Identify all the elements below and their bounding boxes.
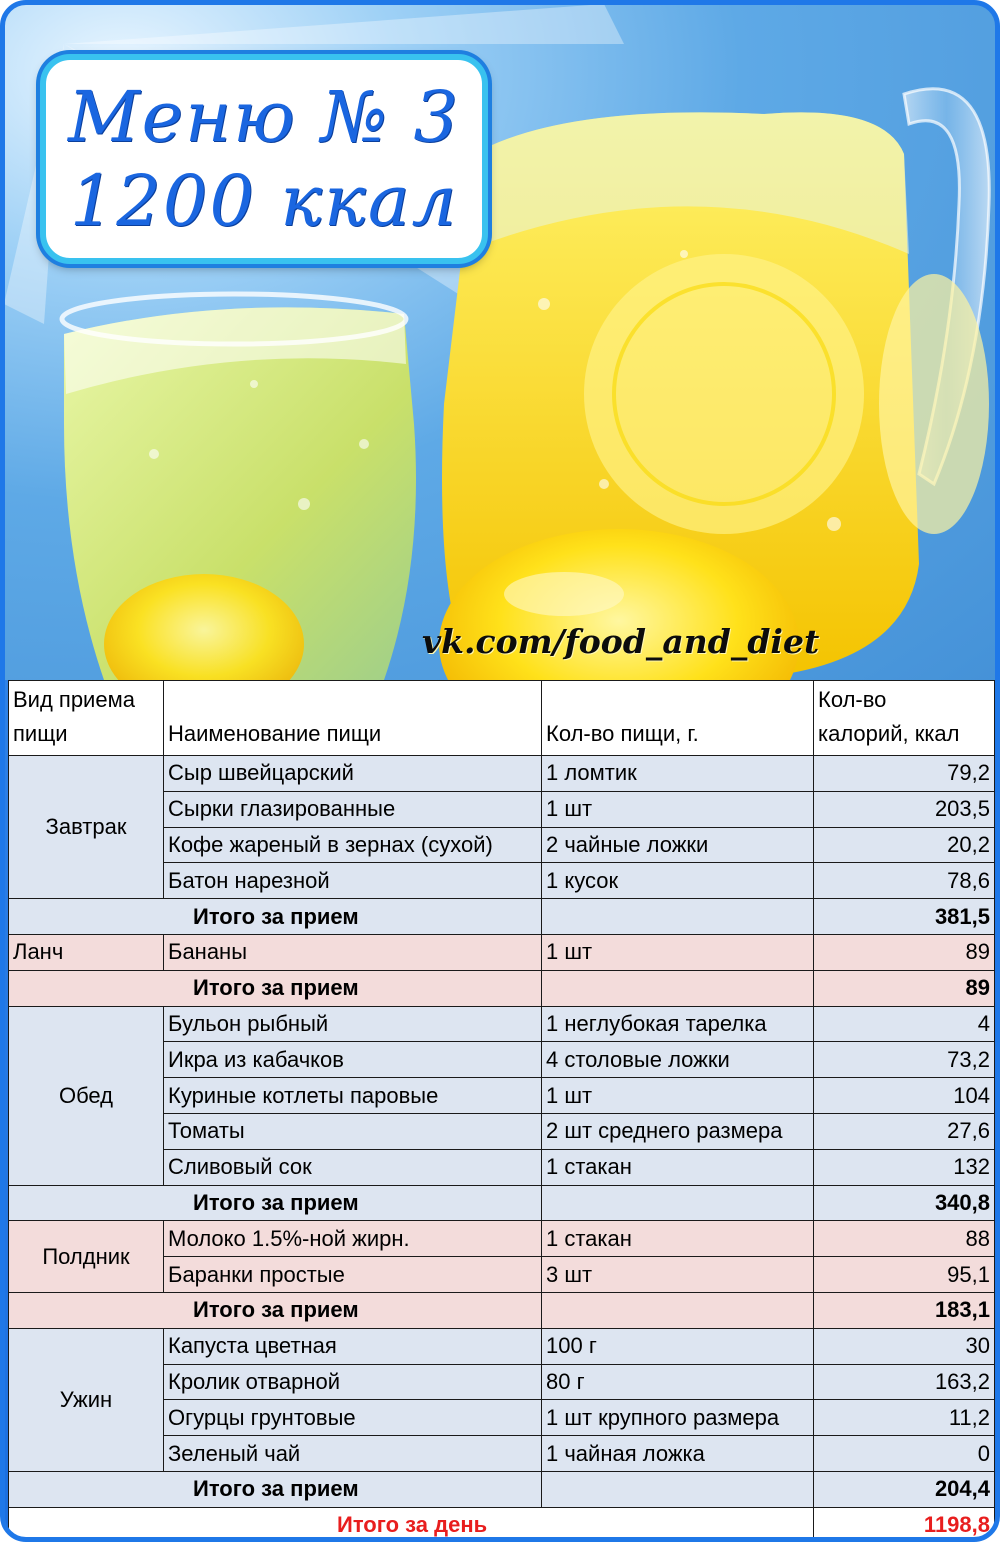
qty-cell: 1 стакан: [542, 1221, 814, 1257]
meal-total-row: [9, 1471, 995, 1507]
meal-name-snack: Полдник: [9, 1221, 164, 1293]
day-total-row: [9, 1507, 995, 1538]
qty-cell: 80 г: [542, 1364, 814, 1400]
calorie-title: 1200 ккал: [69, 160, 459, 242]
qty-cell: 1 шт: [542, 791, 814, 827]
table-row: [9, 1006, 995, 1042]
kcal-cell: 27,6: [814, 1113, 995, 1149]
qty-cell: 4 столовые ложки: [542, 1042, 814, 1078]
food-cell: Зеленый чай: [164, 1436, 542, 1472]
column-header-kcal: Кол-во калорий, ккал: [814, 681, 995, 756]
day-total-label: Итого за день: [9, 1507, 814, 1538]
lemon-slice: [584, 254, 864, 534]
total-value: 183,1: [814, 1292, 995, 1328]
qty-cell: 1 шт: [542, 934, 814, 970]
food-cell: Огурцы грунтовые: [164, 1400, 542, 1436]
food-cell: Томаты: [164, 1113, 542, 1149]
meal-total-row: [9, 899, 995, 935]
total-label: Итого за прием: [9, 899, 542, 935]
menu-table: [8, 680, 995, 1538]
qty-cell: 100 г: [542, 1328, 814, 1364]
food-cell: Капуста цветная: [164, 1328, 542, 1364]
food-cell: Сыр швейцарский: [164, 756, 542, 792]
meal-name-dinner: Обед: [9, 1006, 164, 1185]
qty-cell: 3 шт: [542, 1257, 814, 1293]
qty-cell: 1 шт: [542, 1078, 814, 1114]
food-cell: Сырки глазированные: [164, 791, 542, 827]
food-cell: Молоко 1.5%-ной жирн.: [164, 1221, 542, 1257]
qty-cell: 1 кусок: [542, 863, 814, 899]
total-label: Итого за прием: [9, 1292, 542, 1328]
total-empty-cell: [542, 1471, 814, 1507]
total-value: 381,5: [814, 899, 995, 935]
meal-total-row: [9, 1292, 995, 1328]
qty-cell: 2 чайные ложки: [542, 827, 814, 863]
meal-name-supper: Ужин: [9, 1328, 164, 1471]
kcal-cell: 203,5: [814, 791, 995, 827]
table-row: [9, 934, 995, 970]
meal-total-row: [9, 1185, 995, 1221]
total-empty-cell: [542, 970, 814, 1006]
kcal-cell: 78,6: [814, 863, 995, 899]
meal-total-row: [9, 970, 995, 1006]
total-label: Итого за прием: [9, 1471, 542, 1507]
total-label: Итого за прием: [9, 970, 542, 1006]
title-box: [40, 54, 488, 264]
menu-title: Меню № 3: [67, 76, 461, 158]
food-cell: Икра из кабачков: [164, 1042, 542, 1078]
day-total-value: 1198,8: [814, 1507, 995, 1538]
food-cell: Сливовый сок: [164, 1149, 542, 1185]
table-row: [9, 1328, 995, 1364]
meal-name-lunch: Ланч: [9, 934, 164, 970]
total-value: 89: [814, 970, 995, 1006]
total-empty-cell: [542, 1292, 814, 1328]
kcal-cell: 0: [814, 1436, 995, 1472]
poster-frame: [4, 4, 996, 1538]
qty-cell: 1 ломтик: [542, 756, 814, 792]
qty-cell: 1 шт крупного размера: [542, 1400, 814, 1436]
column-header-food: Наименование пищи: [164, 681, 542, 756]
food-cell: Кофе жареный в зернах (сухой): [164, 827, 542, 863]
column-header-qty: Кол-во пищи, г.: [542, 681, 814, 756]
kcal-cell: 11,2: [814, 1400, 995, 1436]
total-value: 340,8: [814, 1185, 995, 1221]
food-cell: Бананы: [164, 934, 542, 970]
kcal-cell: 30: [814, 1328, 995, 1364]
total-value: 204,4: [814, 1471, 995, 1507]
table-header-row: [9, 681, 995, 756]
kcal-cell: 73,2: [814, 1042, 995, 1078]
table-row: [9, 756, 995, 792]
table-row: [9, 1221, 995, 1257]
food-cell: Баранки простые: [164, 1257, 542, 1293]
kcal-cell: 163,2: [814, 1364, 995, 1400]
food-cell: Куриные котлеты паровые: [164, 1078, 542, 1114]
qty-cell: 1 чайная ложка: [542, 1436, 814, 1472]
total-label: Итого за прием: [9, 1185, 542, 1221]
total-empty-cell: [542, 899, 814, 935]
kcal-cell: 89: [814, 934, 995, 970]
kcal-cell: 132: [814, 1149, 995, 1185]
kcal-cell: 95,1: [814, 1257, 995, 1293]
total-empty-cell: [542, 1185, 814, 1221]
food-cell: Бульон рыбный: [164, 1006, 542, 1042]
kcal-cell: 4: [814, 1006, 995, 1042]
watermark: vk.com/food_and_diet: [422, 622, 820, 661]
column-header-meal: Вид приема пищи: [9, 681, 164, 756]
kcal-cell: 79,2: [814, 756, 995, 792]
meal-name-breakfast: Завтрак: [9, 756, 164, 899]
kcal-cell: 20,2: [814, 827, 995, 863]
qty-cell: 1 неглубокая тарелка: [542, 1006, 814, 1042]
food-cell: Кролик отварной: [164, 1364, 542, 1400]
qty-cell: 1 стакан: [542, 1149, 814, 1185]
food-cell: Батон нарезной: [164, 863, 542, 899]
kcal-cell: 88: [814, 1221, 995, 1257]
qty-cell: 2 шт среднего размера: [542, 1113, 814, 1149]
kcal-cell: 104: [814, 1078, 995, 1114]
lemonade-illustration: [4, 4, 996, 680]
